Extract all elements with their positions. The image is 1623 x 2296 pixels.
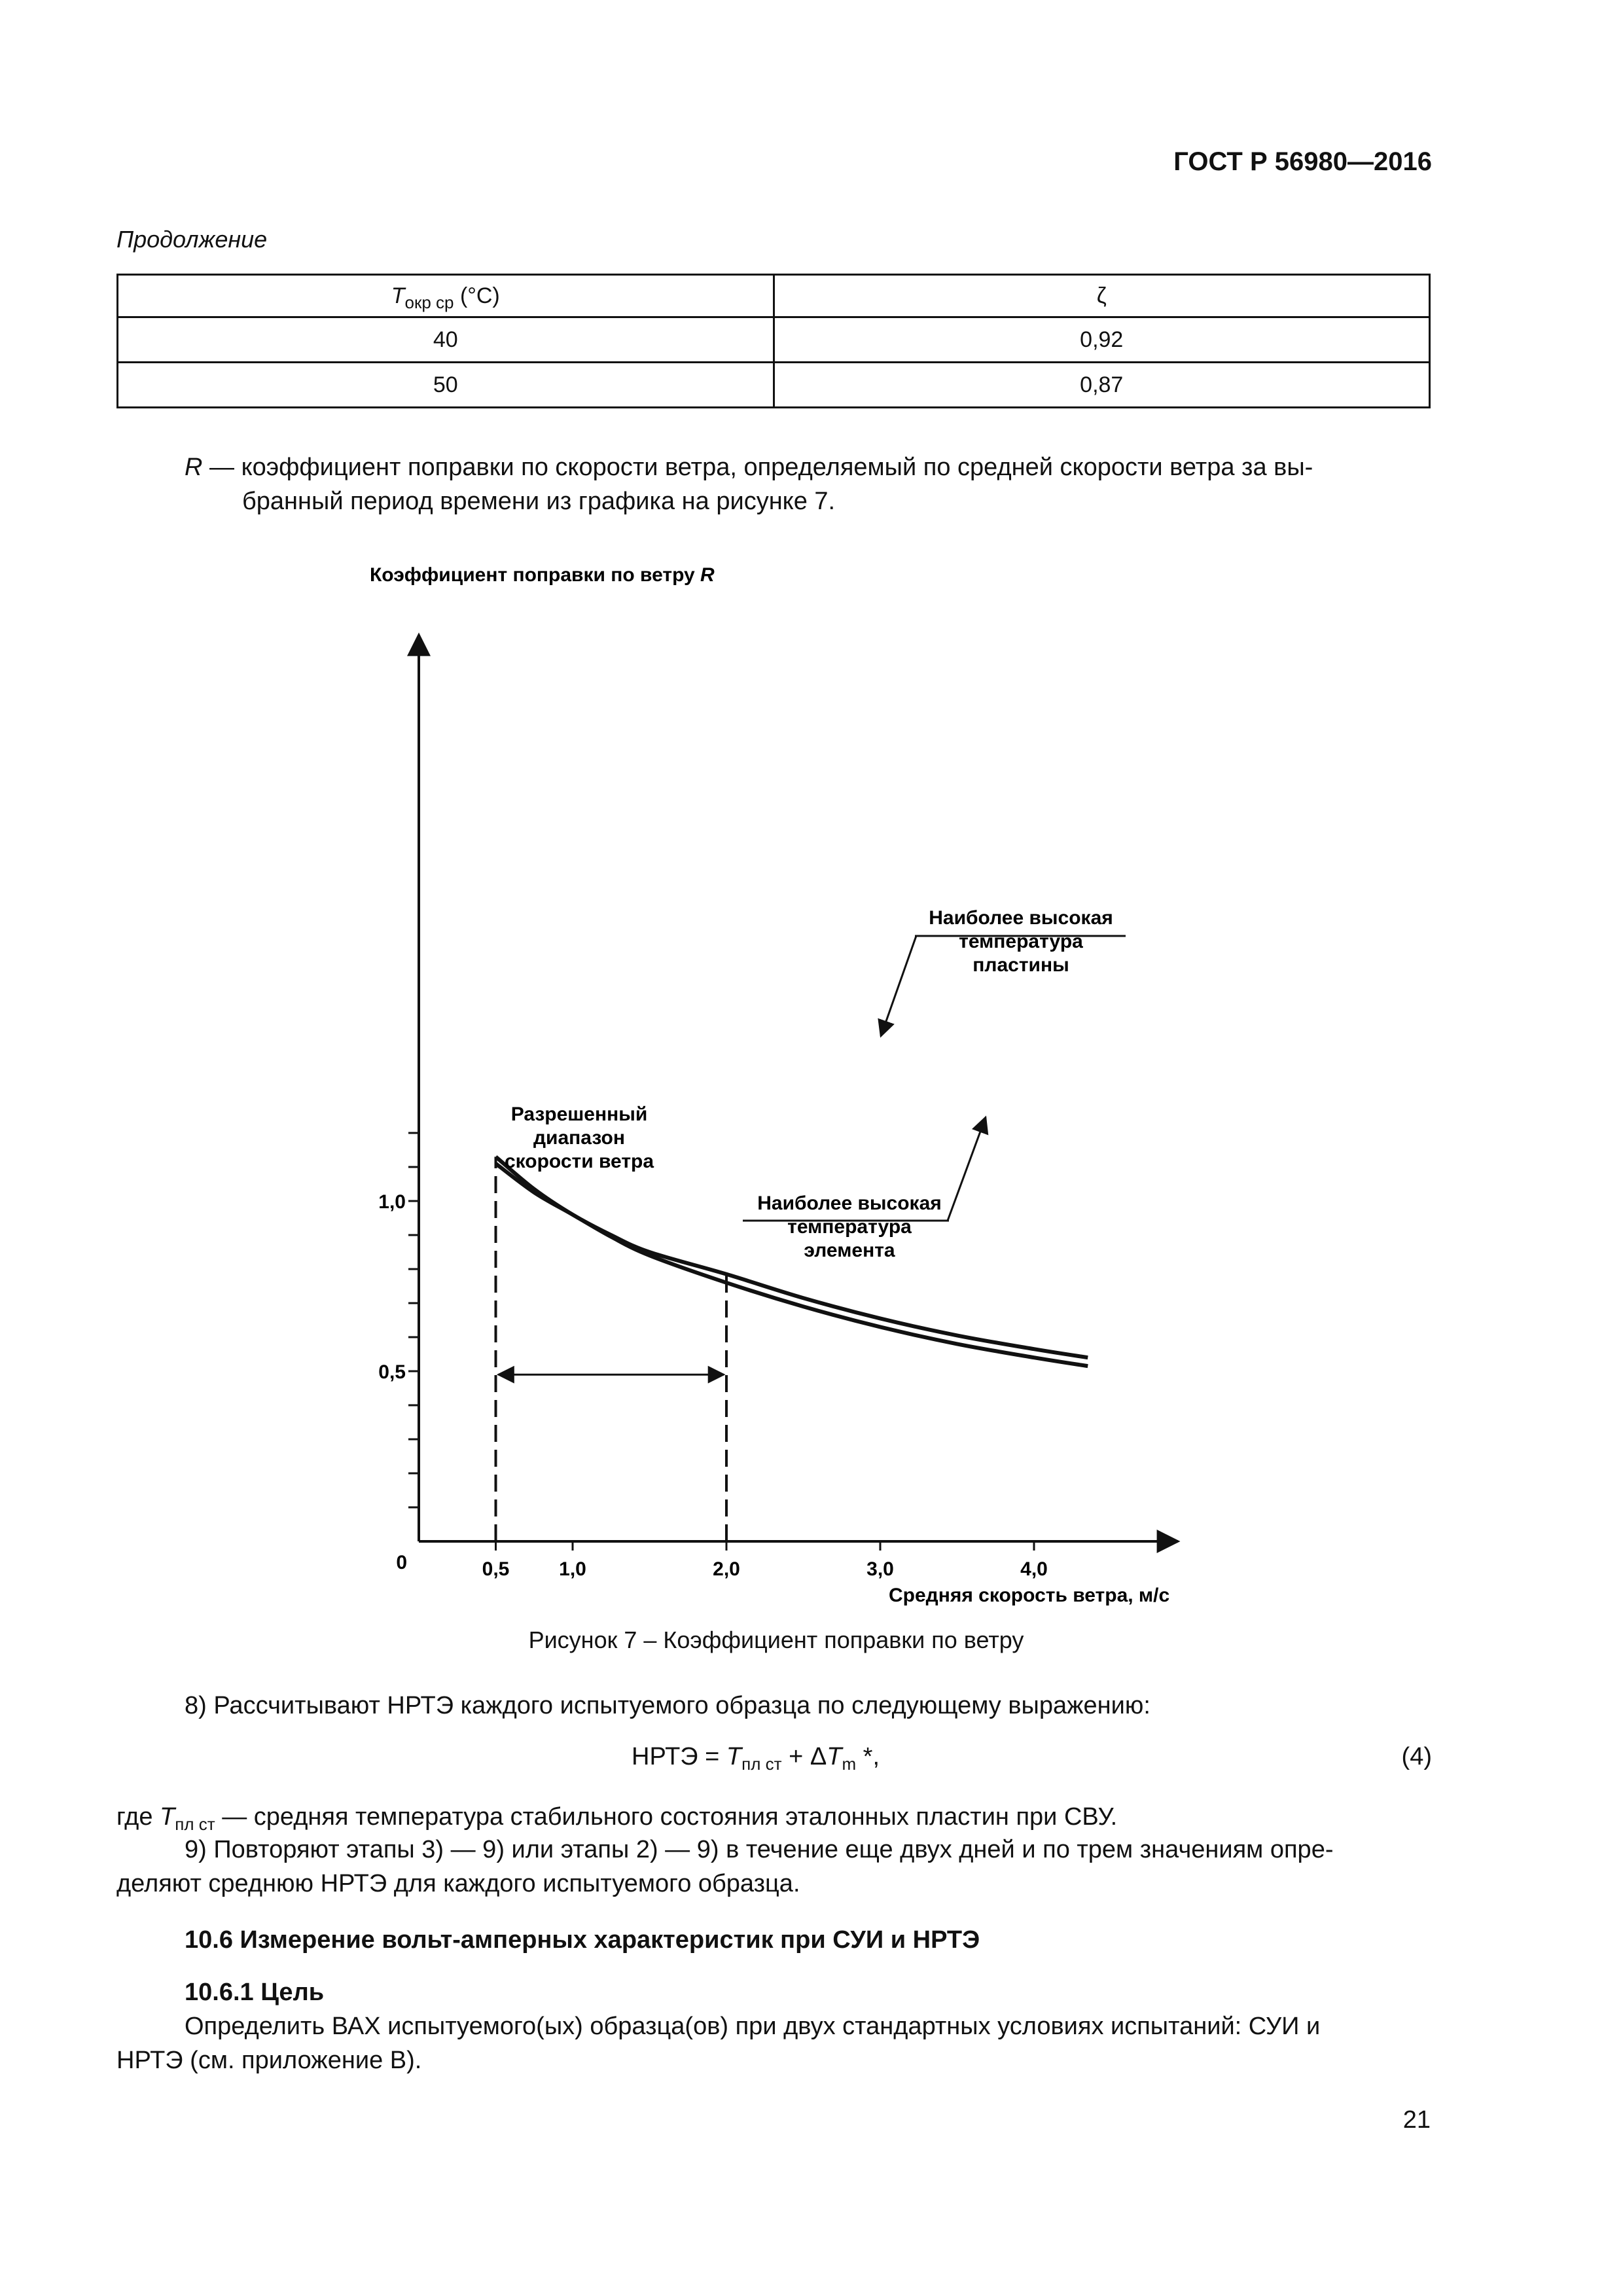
x-tick-label: 4,0: [1020, 1558, 1048, 1580]
wind-correction-chart: [353, 553, 1204, 1613]
element-annotation-text: температура: [787, 1216, 912, 1238]
x-axis-label: Средняя скорость ветра, м/с: [889, 1585, 1170, 1606]
where-symbol: T: [160, 1803, 175, 1831]
element-annotation-arrow: [948, 1117, 986, 1221]
section-10-6-1-heading: 10.6.1 Цель: [185, 1979, 325, 2006]
chart-series: [496, 1157, 1088, 1366]
element-annotation-text: элемента: [804, 1240, 895, 1261]
formula-t2-sub: m: [842, 1754, 857, 1774]
zeta-cell: 0,87: [774, 363, 1430, 408]
equation-number: (4): [1401, 1743, 1432, 1770]
step-9-line1: 9) Повторяют этапы 3) — 9) или этапы 2) — 9) в течение еще двух дней и по трем значениям опре-: [185, 1836, 1334, 1863]
range-boundaries: [496, 1157, 727, 1541]
x-tick-label: 0,5: [482, 1558, 510, 1580]
table-row: [118, 317, 1430, 363]
x-tick-label: 3,0: [866, 1558, 894, 1580]
table-header-row: [118, 275, 1430, 317]
plate-annotation-text: пластины: [972, 954, 1069, 976]
series-line-plate: [496, 1157, 1088, 1357]
y-axis-label: [370, 564, 715, 586]
y-axis-label-text: Коэффициент поправки по ветру: [370, 564, 695, 586]
step-9-line2: деляют среднюю НРТЭ для каждого испытуемого образца.: [116, 1870, 800, 1897]
zeta-table: [116, 274, 1431, 408]
where-subscript: пл ст: [175, 1814, 215, 1834]
formula-t1-sub: пл ст: [741, 1754, 782, 1774]
x-tick-label: 1,0: [559, 1558, 586, 1580]
temp-column-header: [118, 275, 774, 317]
chart-ticks: [378, 1133, 1048, 1580]
step-8: 8) Рассчитывают НРТЭ каждого испытуемого образца по следующему выражению:: [185, 1692, 1150, 1719]
r-definition-line1: [185, 450, 1428, 484]
where-text: — средняя температура стабильного состояния эталонных пластин при СВУ.: [215, 1803, 1118, 1831]
y-tick-label: 0,5: [378, 1361, 406, 1383]
r-symbol: R: [185, 454, 203, 481]
y-tick-label: 1,0: [378, 1191, 406, 1213]
plate-annotation-arrow: [881, 936, 916, 1036]
where-clause: [116, 1800, 1117, 1834]
chart-annotations: [505, 907, 1126, 1261]
zeta-column-header: ζ: [774, 275, 1430, 317]
formula-t1: T: [726, 1743, 742, 1770]
element-annotation-text: Наиболее высокая: [757, 1193, 942, 1214]
plate-annotation-text: температура: [959, 931, 1083, 952]
page-number: 21: [1402, 2106, 1431, 2134]
table-row: [118, 363, 1430, 408]
formula-4: [632, 1740, 880, 1774]
r-definition-text: — коэффициент поправки по скорости ветра, определяемый по средней скорости ветра за вы-: [202, 454, 1313, 481]
y-axis-label-symbol: R: [700, 564, 715, 586]
section-10-6-heading: 10.6 Измерение вольт-амперных характеристик при СУИ и НРТЭ: [185, 1926, 980, 1954]
origin-label: 0: [396, 1552, 407, 1573]
x-tick-label: 2,0: [713, 1558, 740, 1580]
zeta-cell: 0,92: [774, 317, 1430, 363]
temp-unit: (°C): [454, 283, 500, 308]
range-annotation-text: скорости ветра: [504, 1151, 654, 1172]
formula-plus-delta: + Δ: [781, 1743, 827, 1770]
temp-cell: 50: [118, 363, 774, 408]
formula-t2: T: [827, 1743, 842, 1770]
formula-lhs: НРТЭ =: [632, 1743, 726, 1770]
temp-subscript: окр ср: [404, 292, 454, 312]
goal-line2: НРТЭ (см. приложение В).: [116, 2047, 422, 2074]
plate-annotation-text: Наиболее высокая: [929, 907, 1113, 929]
document-header: ГОСТ Р 56980—2016: [1173, 147, 1432, 176]
table-continuation-label: Продолжение: [116, 226, 268, 253]
figure-caption: Рисунок 7 – Коэффициент поправки по ветру: [528, 1626, 1024, 1653]
temp-symbol: T: [391, 283, 405, 308]
range-annotation-text: Разрешенный: [510, 1103, 648, 1125]
temp-cell: 40: [118, 317, 774, 363]
range-annotation-text: диапазон: [533, 1127, 625, 1149]
goal-line1: Определить ВАХ испытуемого(ых) образца(ов) при двух стандартных условиях испытаний: СУИ и: [185, 2013, 1321, 2040]
formula-tail: *,: [856, 1743, 880, 1770]
where-prefix: где: [116, 1803, 160, 1831]
r-definition-line2: бранный период времени из графика на рисунке 7.: [242, 488, 836, 515]
